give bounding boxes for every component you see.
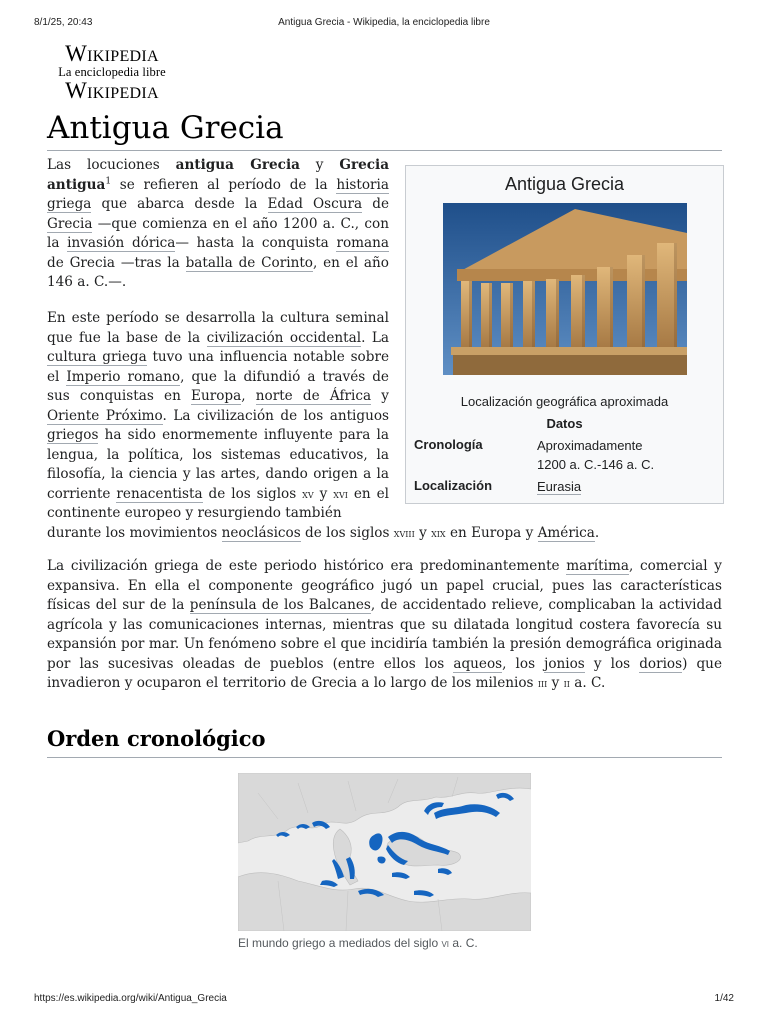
page-title: Antigua Grecia [47, 110, 284, 146]
title-divider [47, 150, 722, 151]
text: La civilización griega de este periodo histórico era predominantemente [47, 558, 567, 574]
text: , de accidentado relieve, complicaban la actividad agrícola y las comunicaciones internas, mientras que su dilatada longitud costera favorecía su expansión por mar. Un fenómeno sobre el que incidiría también la presión demográfica originada por las sucesivas oleadas de pueblos (entre ellos los [47, 597, 722, 672]
text: , los [502, 655, 545, 672]
text: y [414, 525, 432, 541]
link-peninsula-balcanes[interactable]: península de los Balcanes [189, 597, 371, 613]
link-jonios[interactable]: jonios [544, 655, 585, 672]
text: Las locuciones [47, 157, 176, 173]
text: ha sido enormemente influyente para la lengua, la política, los sistemas educativos, la filosofía, la ciencia y las artes, dando origen a la corriente [47, 427, 389, 502]
text: de los siglos [300, 525, 394, 541]
infobox-value-localizacion [537, 477, 717, 496]
link-batalla-de-corinto[interactable]: batalla de Corinto [185, 254, 313, 271]
link-dorios[interactable]: dorios [639, 655, 683, 672]
link-edad-oscura[interactable]: Edad Oscura [267, 196, 363, 212]
logo-tagline: La enciclopedia libre [58, 65, 166, 79]
infobox-value-cronologia [537, 436, 717, 474]
link-norte-de-africa[interactable]: norte de África [255, 388, 372, 404]
text: de los siglos [202, 485, 303, 502]
intro-paragraph-2 [47, 309, 389, 524]
link-cultura-griega[interactable]: cultura griega [47, 349, 147, 365]
text: de Grecia —tras la [47, 254, 186, 271]
greek-world-map-image [238, 773, 531, 931]
text: . La [361, 329, 389, 346]
text: en el continente europeo y resurgiendo también [47, 485, 389, 521]
text: , [241, 388, 256, 404]
infobox-section-header: Datos [546, 416, 583, 431]
cronologia-line-2: 1200 a. C.-146 a. C. [537, 457, 655, 472]
bold-term: Grecia antigua [47, 157, 390, 193]
parthenon-photo[interactable] [443, 203, 687, 375]
section-heading-orden-cronologico: Orden cronológico [47, 726, 266, 751]
text: a. C. [569, 675, 606, 691]
text: , comercial y expansiva. En ella el componente geográfico jugó un papel crucial, pues las características físicas del sur de la [47, 558, 722, 613]
link-neoclasicos[interactable]: neoclásicos [221, 525, 301, 541]
text: —que comienza en el año 1200 a. C., con la [47, 215, 389, 251]
text: de [362, 196, 389, 212]
parthenon-image [443, 203, 687, 375]
print-date: 8/1/25, 20:43 [34, 17, 93, 28]
link-civilizacion-occidental[interactable]: civilización occidental [206, 329, 362, 346]
text: a. C. [449, 936, 478, 950]
intro-paragraph-1 [47, 156, 389, 293]
text: — hasta la conquista [175, 235, 337, 251]
text: . [594, 525, 600, 541]
section-divider [47, 757, 722, 758]
link-romana[interactable]: romana [336, 235, 389, 251]
print-title: Antigua Grecia - Wikipedia, la enciclopedia libre [278, 17, 490, 28]
text: durante los movimientos [47, 525, 222, 541]
reference-link[interactable]: 1 [105, 175, 112, 186]
infobox [405, 165, 724, 504]
link-europa[interactable]: Europa [191, 388, 242, 404]
text: ) que invadieron y ocuparon el territorio de Grecia a lo largo de los milenios [47, 655, 722, 691]
text: En este período se desarrolla la cultura seminal que fue la base de la [47, 310, 389, 346]
print-url: https://es.wikipedia.org/wiki/Antigua_Grecia [34, 993, 227, 1004]
century-numeral: xvi [333, 486, 348, 501]
text: , que la difundió a través de sus conquistas en [47, 368, 389, 404]
cronologia-line-1: Aproximadamente [537, 438, 643, 453]
link-invasion-dorica[interactable]: invasión dórica [67, 235, 176, 251]
text: y [371, 388, 389, 404]
intro-paragraph-3 [47, 557, 722, 694]
link-eurasia[interactable]: Eurasia [537, 479, 582, 494]
text: tuvo una influencia notable sobre el [47, 349, 389, 385]
link-maritima[interactable]: marítima [566, 558, 629, 574]
text: El mundo griego a mediados del siglo [238, 936, 442, 950]
text: en Europa y [445, 525, 538, 541]
century-numeral: xv [302, 486, 314, 501]
infobox-title: Antigua Grecia [504, 174, 625, 194]
century-numeral: xix [431, 526, 446, 540]
print-page-number: 1/42 [714, 993, 734, 1004]
link-historia-griega[interactable]: historia griega [47, 176, 389, 212]
infobox-label-localizacion: Localización [414, 478, 493, 493]
bold-term: antigua Grecia [175, 157, 300, 173]
link-grecia[interactable]: Grecia [47, 215, 93, 232]
century-numeral: xviii [393, 526, 415, 540]
greek-world-map[interactable] [238, 773, 531, 931]
text: y [547, 675, 564, 691]
text: se refieren al período de la [111, 176, 337, 193]
text: que abarca desde la [91, 196, 268, 212]
link-america[interactable]: América [537, 525, 595, 541]
link-imperio-romano[interactable]: Imperio romano [66, 368, 181, 385]
infobox-label-cronologia: Cronología [414, 437, 483, 452]
text: y los [584, 655, 640, 672]
century-numeral: vi [441, 936, 450, 950]
link-griegos[interactable]: griegos [47, 427, 99, 443]
text: y [313, 485, 334, 502]
link-aqueos[interactable]: aqueos [453, 655, 503, 672]
infobox-caption: Localización geográfica aproximada [460, 394, 669, 409]
logo-wordmark-bottom: Wikipedia [65, 78, 159, 103]
map-caption [238, 936, 531, 950]
millennium-numeral: iii [537, 676, 548, 690]
wikipedia-logo[interactable] [47, 42, 177, 103]
text: , en el año 146 a. C.—. [47, 254, 389, 290]
link-oriente-proximo[interactable]: Oriente Próximo [47, 407, 163, 424]
text: y [299, 157, 340, 173]
millennium-numeral: ii [563, 676, 570, 690]
logo-wordmark-top: Wikipedia [65, 41, 159, 66]
intro-paragraph-2-continued [47, 524, 722, 544]
link-renacentista[interactable]: renacentista [116, 485, 203, 502]
text: . La civilización de los antiguos [162, 407, 390, 424]
